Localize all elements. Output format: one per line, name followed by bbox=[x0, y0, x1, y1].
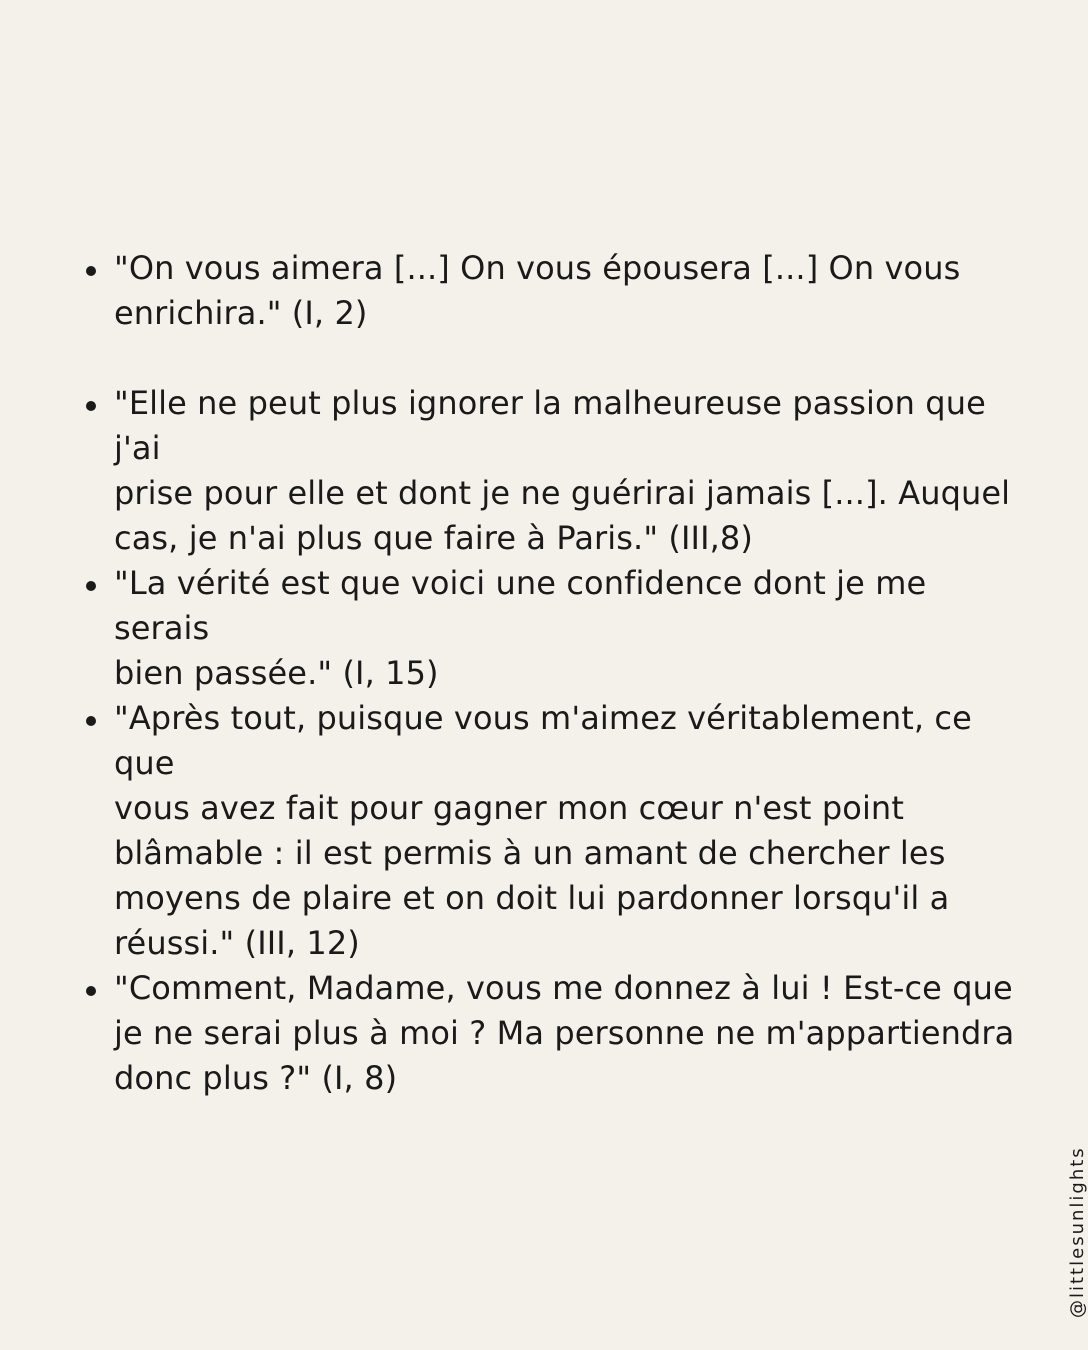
bullet-dot bbox=[86, 266, 96, 276]
quote-text: "Après tout, puisque vous m'aimez véritablement, ce que vous avez fait pour gagner mon cœur n'est point blâmable : il est permis à un amant de chercher les moyens de plaire et on doit lui pardonner lorsqu'il a réussi." (III, 12) bbox=[114, 699, 972, 962]
bullet-dot bbox=[86, 716, 96, 726]
bullet-dot bbox=[86, 581, 96, 591]
bullet-dot bbox=[86, 401, 96, 411]
quote-text: "Elle ne peut plus ignorer la malheureuse passion que j'ai prise pour elle et dont je ne guérirai jamais [...]. Auquel cas, je n'ai plus que faire à Paris." (III,8) bbox=[114, 384, 1011, 557]
quote-text: "Comment, Madame, vous me donnez à lui ! Est-ce que je ne serai plus à moi ? Ma personne ne m'appartiendra donc plus ?" (I, 8) bbox=[114, 969, 1015, 1097]
bullet-dot bbox=[86, 986, 96, 996]
quote-text: "On vous aimera [...] On vous épousera [...] On vous enrichira." (I, 2) bbox=[114, 249, 961, 332]
quote-text: "La vérité est que voici une confidence dont je me serais bien passée." (I, 15) bbox=[114, 564, 927, 692]
author-handle: @littlesunlights bbox=[1067, 1146, 1088, 1318]
